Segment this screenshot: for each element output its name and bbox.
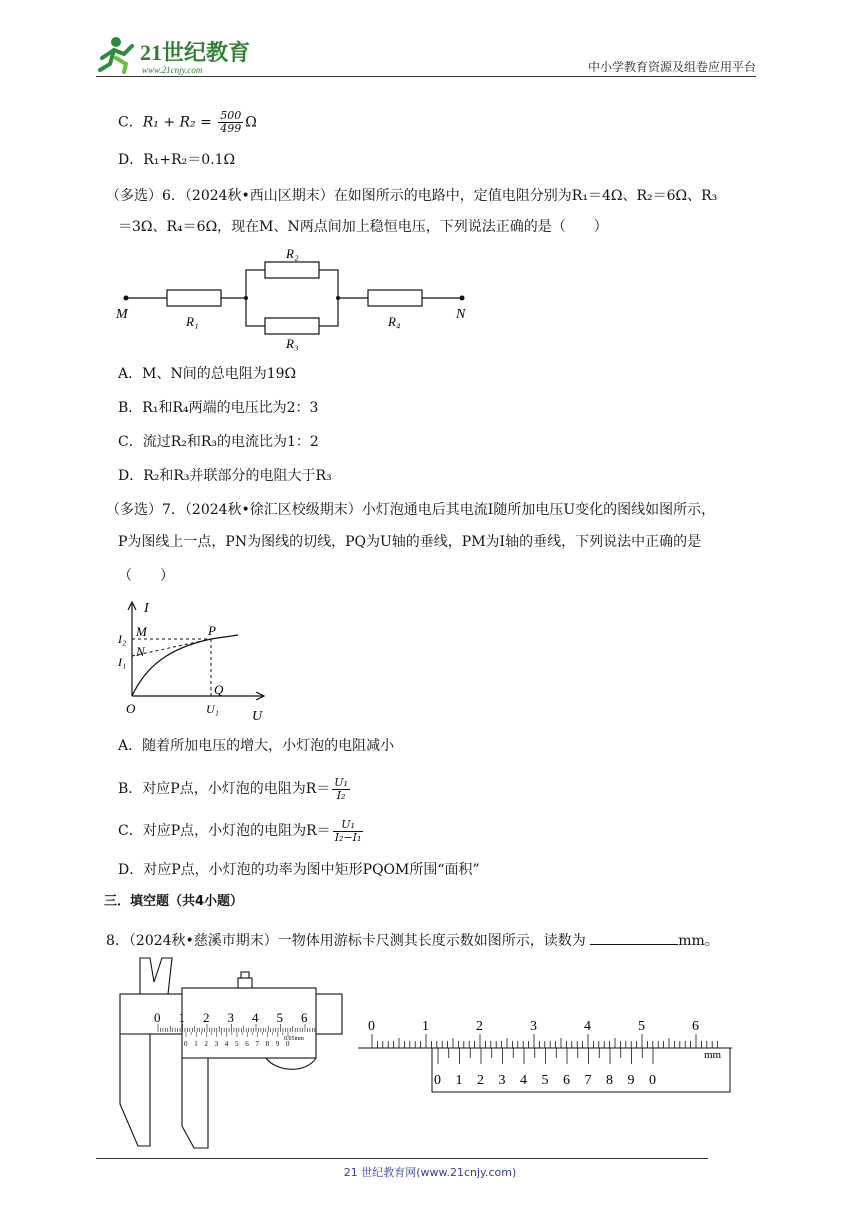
small-vernier-scale-number: 0 xyxy=(286,1040,290,1048)
small-main-scale-number: 4 xyxy=(252,1010,259,1025)
site-logo xyxy=(96,34,256,76)
main-scale-number: 0 xyxy=(368,1019,375,1034)
small-main-scale-number: 1 xyxy=(178,1010,185,1025)
label-r3: R₃ xyxy=(286,336,299,351)
q6-option-d: D．R₂和R₃并联部分的电阻大于R₃ xyxy=(118,468,332,484)
q6-option-b: B．R₁和R₄两端的电压比为2：3 xyxy=(118,400,319,416)
main-scale-number: 1 xyxy=(422,1019,429,1034)
q7-stem-line3: （ ） xyxy=(118,568,174,584)
footer-text: 21 世纪教育网(www.21cnjy.com) xyxy=(343,1166,517,1179)
vernier-scale-number: 1 xyxy=(455,1073,463,1088)
small-vernier-scale-number: 3 xyxy=(214,1040,219,1048)
header-right-text: 中小学教育资源及组卷应用平台 xyxy=(587,60,756,74)
enlarged-vernier-scale xyxy=(358,1018,734,1098)
svg-text:I: I xyxy=(144,601,149,616)
q5-option-c-fraction: $\frac{500}{499}$ xyxy=(220,109,242,135)
svg-text:U₁: U₁ xyxy=(206,702,219,716)
scale-unit: mm xyxy=(704,1049,722,1061)
small-vernier-scale-number: 5 xyxy=(235,1040,239,1048)
logo-text: 21世纪教育 xyxy=(140,40,251,65)
vernier-scale-number: 5 xyxy=(541,1073,549,1088)
q7-stem-line2: P为图线上一点，PN为图线的切线，PQ为U轴的垂线，PM为I轴的垂线，下列说法中正确的是 xyxy=(118,534,702,550)
small-main-scale-number: 3 xyxy=(227,1010,234,1025)
q6-stem-line1: （多选）6．（2024秋•西山区期末）在如图所示的电路中，定值电阻分别为R₁＝4Ω、R₂＝6Ω、R₃ xyxy=(106,188,718,204)
label-r4: R₄ xyxy=(388,314,401,329)
small-vernier-scale-number: 6 xyxy=(245,1040,249,1048)
main-scale-number: 6 xyxy=(692,1019,699,1034)
label-m: M xyxy=(116,307,128,322)
small-main-scale-number: 6 xyxy=(301,1010,308,1025)
vernier-scale-number: 6 xyxy=(563,1073,570,1088)
main-scale-numbers xyxy=(368,1019,699,1034)
small-vernier-scale-number: 4 xyxy=(224,1040,229,1048)
vernier-scale-number: 0 xyxy=(649,1073,656,1088)
vernier-caliper-drawing xyxy=(116,954,346,1154)
logo-url: www.21cnjy.com xyxy=(142,65,203,75)
main-scale-number: 3 xyxy=(530,1019,537,1034)
q6-option-a: A．M、N间的总电阻为19Ω xyxy=(118,366,297,382)
q5-option-c: C．R₁ + R₂ = $\frac{500}{499}$ Ω xyxy=(118,109,257,135)
runner-logo-icon xyxy=(96,34,256,76)
svg-text:I₂: I₂ xyxy=(118,632,127,646)
small-vernier-scale-number: 1 xyxy=(194,1040,198,1048)
q7-option-c: C．对应P点，小灯泡的电阻为R＝ $\frac{\text{U₁}}{\text{I₂−I₁}}$ xyxy=(118,817,362,844)
small-main-scale-number: 2 xyxy=(203,1010,210,1025)
vernier-scale-number: 3 xyxy=(498,1073,506,1088)
node-m xyxy=(124,296,129,301)
resistor-r2 xyxy=(265,262,319,278)
svg-text:M: M xyxy=(136,624,147,639)
main-scale-ticks xyxy=(372,1034,718,1048)
small-main-scale-number: 5 xyxy=(276,1010,283,1025)
resistor-r4 xyxy=(368,290,422,306)
svg-text:P: P xyxy=(208,623,216,638)
main-scale-number: 2 xyxy=(476,1019,483,1034)
small-vernier-scale-number: 9 xyxy=(275,1040,280,1048)
q7-option-c-fraction: $\frac{\text{U₁}}{\text{I₂−I₁}}$ xyxy=(334,817,362,844)
resistor-r1 xyxy=(167,290,221,306)
main-scale-number: 5 xyxy=(638,1019,645,1034)
q6-stem-line2: ＝3Ω、R₄＝6Ω，现在M、N两点间加上稳恒电压，下列说法正确的是（ ） xyxy=(118,219,608,235)
vernier-scale-number: 9 xyxy=(627,1073,635,1088)
footer-divider xyxy=(96,1158,708,1159)
vernier-scale-number: 4 xyxy=(520,1073,527,1088)
q8-answer-blank[interactable] xyxy=(590,930,678,945)
label-r1: R₁ xyxy=(186,314,199,329)
q7-option-b: B．对应P点，小灯泡的电阻为R＝ $\frac{\text{U₁}}{\text{I₂}}$ xyxy=(118,775,348,802)
svg-text:I₁: I₁ xyxy=(118,655,127,669)
label-r2: R₂ xyxy=(286,246,299,261)
svg-text:Q: Q xyxy=(214,682,224,697)
q6-option-c: C．流过R₂和R₃的电流比为1：2 xyxy=(118,434,319,450)
iu-graph xyxy=(114,596,274,726)
vernier-scale-number: 7 xyxy=(584,1073,592,1088)
header-divider xyxy=(96,76,756,77)
small-caliper-unit: 0.05mm xyxy=(284,1036,304,1042)
circuit-diagram xyxy=(112,244,482,354)
resistor-r3 xyxy=(265,318,319,334)
svg-text:O: O xyxy=(126,701,136,716)
small-vernier-scale-number: 0 xyxy=(184,1040,188,1048)
vernier-scale-number: 8 xyxy=(606,1073,613,1088)
q7-stem-line1: （多选）7．（2024秋•徐汇区校级期末）小灯泡通电后其电流I随所加电压U变化的图线如图所示， xyxy=(106,502,716,518)
node-n xyxy=(460,296,465,301)
section-title-fill-in: 三．填空题（共4小题） xyxy=(104,894,244,909)
q7-option-d: D．对应P点，小灯泡的功率为图中矩形PQOM所围“面积” xyxy=(118,862,480,878)
q5-option-d: D．R₁+R₂＝0.1Ω xyxy=(118,152,236,168)
small-main-scale-number: 0 xyxy=(154,1010,161,1025)
q7-option-a: A．随着所加电压的增大，小灯泡的电阻减小 xyxy=(118,738,395,754)
vernier-scale-number: 0 xyxy=(434,1073,441,1088)
main-scale-number: 4 xyxy=(584,1019,591,1034)
small-vernier-scale-number: 2 xyxy=(204,1040,208,1048)
label-n: N xyxy=(456,307,466,322)
svg-text:N: N xyxy=(136,644,145,659)
small-vernier-scale-number: 8 xyxy=(265,1040,270,1048)
q8-stem: 8．（2024秋•慈溪市期末）一物体用游标卡尺测其长度示数如图所示，读数为 mm。 xyxy=(106,930,719,951)
q7-option-b-fraction: $\frac{\text{U₁}}{\text{I₂}}$ xyxy=(334,775,348,802)
vernier-scale-number: 2 xyxy=(477,1073,484,1088)
svg-text:U: U xyxy=(252,709,263,724)
small-vernier-scale-number: 7 xyxy=(255,1040,259,1048)
